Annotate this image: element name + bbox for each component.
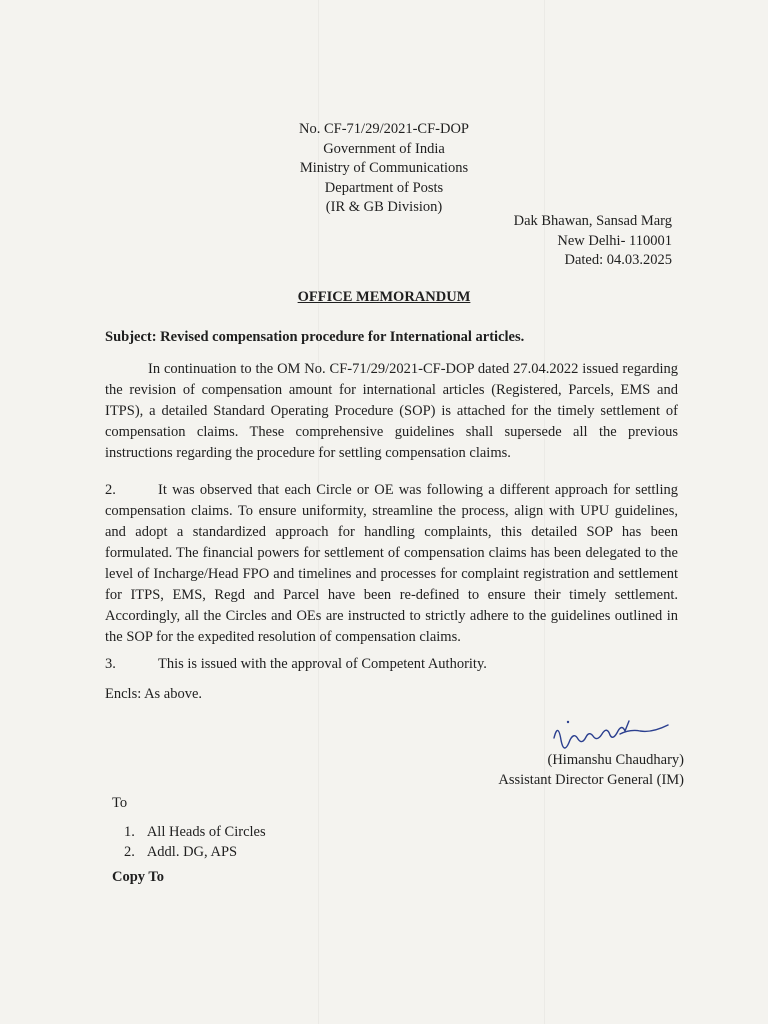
address-line-1: Dak Bhawan, Sansad Marg (513, 213, 672, 229)
recipient-item (112, 822, 266, 842)
recipient-name: All Heads of Circles (146, 824, 266, 840)
handwritten-signature (548, 714, 678, 754)
paragraph-text: In continuation to the OM No. CF-71/29/2021-CF-DOP dated 27.04.2022 issued regarding the revision of compensation amount for international articles (Registered, Parcels, EMS and ITPS), a detailed Standard Operating Procedure (SOP) is attached for the timely settlement of compensation claims. These comprehensive guidelines shall supersede all the previous instructions regarding the procedure for settling compensation claims. (105, 361, 678, 461)
paragraph-number: 2. (105, 482, 116, 498)
recipient-number: 1. (124, 824, 135, 840)
signatory-name: (Himanshu Chaudhary) (547, 752, 684, 768)
letterhead (250, 120, 518, 218)
file-number: No. CF-71/29/2021-CF-DOP (299, 121, 469, 137)
recipient-item (112, 842, 266, 862)
paragraph-number: 3. (105, 656, 116, 672)
recipient-number: 2. (124, 844, 135, 860)
document-title: OFFICE MEMORANDUM (297, 289, 471, 305)
copy-to-label: Copy To (112, 869, 164, 885)
recipient-name: Addl. DG, APS (146, 844, 238, 860)
address-line-2: New Delhi- 110001 (557, 232, 672, 249)
paragraph-1 (105, 359, 678, 464)
paragraph-text: It was observed that each Circle or OE was following a different approach for settling compensation claims. To ensure uniformity, streamline the process, align with UPU guidelines, and adopt a standardized approach for handling complaints, this detailed SOP has been formulated. The financial powers for settlement of compensation claims has been delegated to the level of Incharge/Head FPO and timelines and processes for complaint registration and settlement for ITPS, EMS, Regd and Parcel have been re-defined to ensure their timely settlement. Accordingly, all the Circles and OEs are instructed to strictly adhere to the guidelines outlined in the SOP for the expedited resolution of compensation claims. (105, 482, 678, 645)
paragraph-2 (105, 480, 678, 648)
ministry-name: Ministry of Communications (299, 160, 469, 176)
signature-dot (567, 721, 569, 723)
division-name: (IR & GB Division) (325, 199, 443, 215)
department-name: Department of Posts (324, 179, 444, 196)
to-label: To (112, 795, 128, 811)
memo-date: Dated: 04.03.2025 (564, 252, 672, 268)
paragraph-3 (105, 654, 678, 675)
recipient-list (112, 822, 266, 862)
enclosure-note: Encls: As above. (105, 686, 203, 702)
signature-stroke (554, 721, 668, 748)
subject-line: Subject: Revised compensation procedure for International articles. (105, 329, 525, 345)
office-address (514, 212, 672, 271)
paragraph-text: This is issued with the approval of Competent Authority. (158, 656, 487, 672)
signatory-designation: Assistant Director General (IM) (498, 772, 684, 788)
government-name: Government of India (323, 140, 445, 157)
